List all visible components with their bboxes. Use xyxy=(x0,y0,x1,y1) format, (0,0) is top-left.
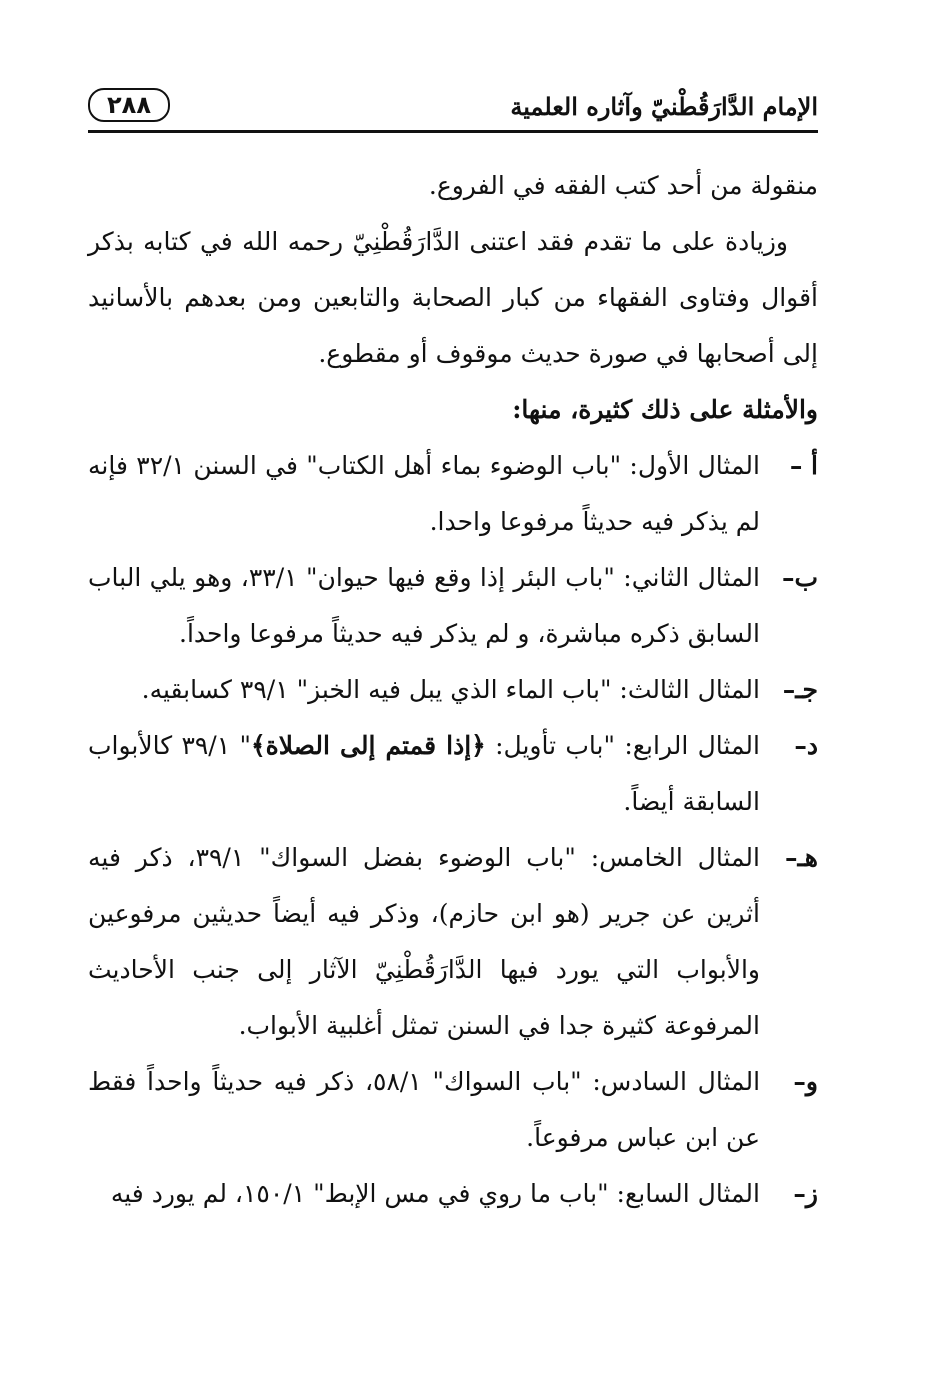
section-heading: والأمثلة على ذلك كثيرة، منها: xyxy=(512,395,818,424)
item-text: المثال الأول: "باب الوضوء بماء أهل الكتاب" في السنن ٣٢/١ فإنه لم يذكر فيه حديثاً مرفوعا واحدا. xyxy=(88,451,760,536)
item-text-after: " ٣٩/١ كالأبواب السابقة أيضاً. xyxy=(88,731,760,816)
header-divider xyxy=(88,130,818,133)
example-item xyxy=(88,438,818,550)
example-item xyxy=(88,718,818,830)
item-letter: أ – xyxy=(789,451,818,480)
paragraph: وزيادة على ما تقدم فقد اعتنى الدَّارَقُطْنِيّ رحمه الله في كتابه بذكر أقوال وفتاوى الفقهاء من كبار الصحابة والتابعين ومن بعدهم بالأسانيد إلى أصحابها في صورة حديث موقوف أو مقطوع. xyxy=(88,227,818,368)
item-text: المثال الثاني: "باب البئر إذا وقع فيها حيوان" ٣٣/١، وهو يلي الباب السابق ذكره مباشرة، و لم يذكر فيه حديثاً مرفوعا واحداً. xyxy=(88,563,760,648)
item-text-before: المثال الرابع: "باب تأويل: xyxy=(485,731,760,760)
page-header xyxy=(88,86,818,128)
item-letter: جـ– xyxy=(782,675,818,704)
item-letter: د– xyxy=(794,731,818,760)
item-letter: ز– xyxy=(793,1179,818,1208)
page-number: ٢٨٨ xyxy=(88,88,170,122)
item-letter: ب– xyxy=(781,563,818,592)
example-item xyxy=(88,550,818,662)
item-letter: هـ– xyxy=(784,843,818,872)
item-text xyxy=(88,718,760,830)
item-text: المثال الثالث: "باب الماء الذي يبل فيه الخبز" ٣٩/١ كسابقيه. xyxy=(141,675,760,704)
example-item xyxy=(88,1054,818,1166)
example-item xyxy=(88,1166,818,1222)
quran-verse: ﴿إذا قمتم إلى الصلاة﴾ xyxy=(251,731,486,760)
page-body xyxy=(88,158,818,1222)
item-text: المثال السادس: "باب السواك" ٥٨/١، ذكر فيه حديثاً واحداً فقط عن ابن عباس مرفوعاً. xyxy=(88,1067,761,1152)
example-item xyxy=(88,830,818,1054)
header-title: الإمام الدَّارَقُطْنيّ وآثاره العلمية xyxy=(510,92,818,121)
item-text: المثال السابع: "باب ما روي في مس الإبط" ١٥٠/١، لم يورد فيه xyxy=(110,1179,760,1208)
item-letter: و– xyxy=(793,1067,818,1096)
example-item xyxy=(88,662,818,718)
item-text: المثال الخامس: "باب الوضوء بفضل السواك" ٣٩/١، ذكر فيه أثرين عن جرير (هو ابن حازم)، وذكر فيه أيضاً حديثين مرفوعين والأبواب التي يورد فيها الدَّارَقُطْنِيّ الآثار إلى جنب الأحاديث المرفوعة كثيرة جدا في السنن تمثل أغلبية الأبواب. xyxy=(88,843,760,1040)
paragraph: منقولة من أحد كتب الفقه في الفروع. xyxy=(428,171,818,200)
